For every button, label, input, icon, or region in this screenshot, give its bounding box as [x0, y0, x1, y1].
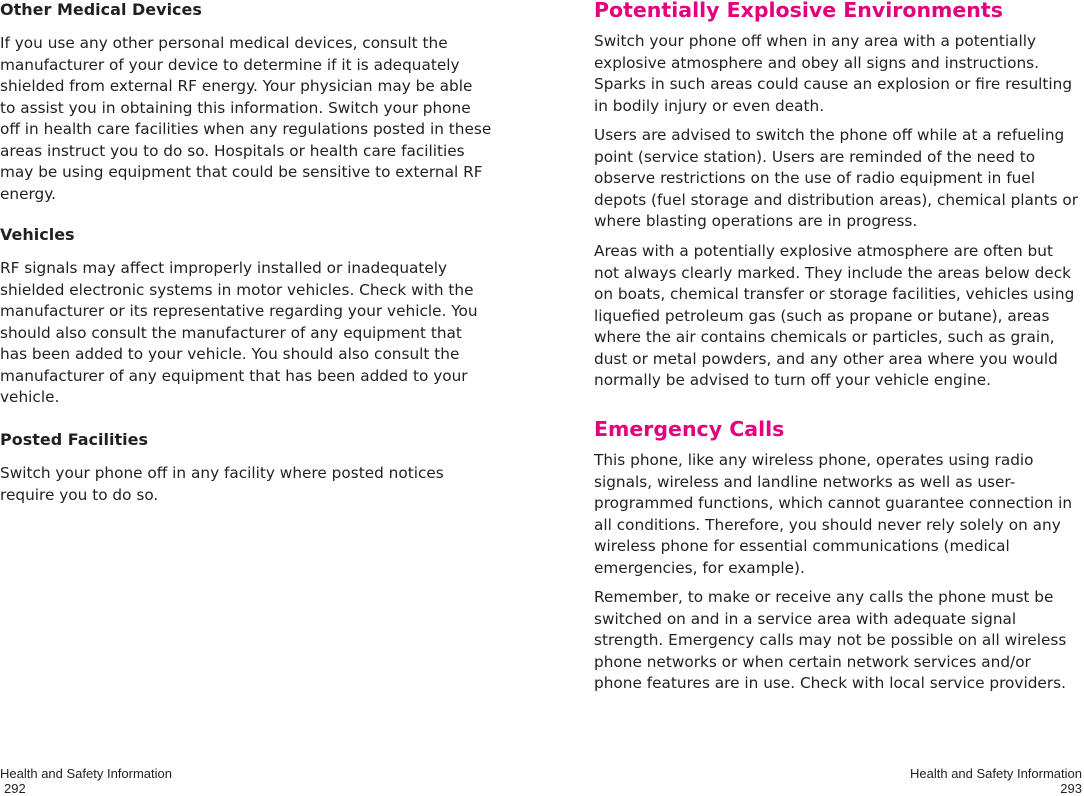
- heading-potentially-explosive-environments: Potentially Explosive Environments: [594, 0, 1003, 22]
- paragraph-explosive-1: Switch your phone off when in any area with a potentially explosive atmosphere and obey all signs and instructions. Sparks in such areas could cause an explosion or fire resulting in bodily injury or even death.: [594, 32, 1073, 115]
- paragraph-posted-facilities: Switch your phone off in any facility where posted notices require you to do so.: [0, 464, 444, 504]
- page-number-left: 292: [4, 781, 26, 796]
- paragraph-emergency-2: Remember, to make or receive any calls the phone must be switched on and in a service area with adequate signal strength. Emergency calls may not be possible on all wireless phone networks or when certain network services and/or phone features are in use. Check with local service providers.: [594, 588, 1067, 692]
- paragraph-other-medical-devices: If you use any other personal medical devices, consult the manufacturer of your device to determine if it is adequately shielded from external RF energy. Your physician may be able to assist you in obtaining this information. Switch your phone off in health care facilities when any regulations posted in these areas instruct you to do so. Hospitals or health care facilities may be using equipment that could be sensitive to external RF energy.: [0, 34, 492, 203]
- heading-posted-facilities: Posted Facilities: [0, 430, 148, 449]
- heading-emergency-calls: Emergency Calls: [594, 417, 785, 441]
- page-number-right: 293: [1060, 781, 1082, 796]
- paragraph-vehicles: RF signals may affect improperly installed or inadequately shielded electronic systems in motor vehicles. Check with the manufacturer or its representative regarding your vehicle. You should also consult the manufacturer of any equipment that has been added to your vehicle. You should also consult the manufacturer of any equipment that has been added to your vehicle.: [0, 259, 478, 406]
- footer-label-right: Health and Safety Information: [910, 766, 1082, 781]
- paragraph-explosive-2: Users are advised to switch the phone off while at a refueling point (service station). Users are reminded of the need to observe restrictions on the use of radio equipment in fuel depots (fuel storage and distribution areas), chemical plants or where blasting operations are in progress.: [594, 126, 1079, 230]
- footer-label-left: Health and Safety Information: [0, 766, 172, 781]
- heading-vehicles: Vehicles: [0, 225, 75, 244]
- paragraph-emergency-1: This phone, like any wireless phone, operates using radio signals, wireless and landline networks as well as user-programmed functions, which cannot guarantee connection in all conditions. Therefore, you should never rely solely on any wireless phone for essential communications (medical emergencies, for example).: [594, 451, 1073, 577]
- paragraph-explosive-3: Areas with a potentially explosive atmosphere are often but not always clearly marked. They include the areas below deck on boats, chemical transfer or storage facilities, vehicles using liquefied petroleum gas (such as propane or butane), areas where the air contains chemicals or particles, such as grain, dust or metal powders, and any other area where you would normally be advised to turn off your vehicle engine.: [594, 242, 1075, 389]
- heading-other-medical-devices: Other Medical Devices: [0, 0, 202, 19]
